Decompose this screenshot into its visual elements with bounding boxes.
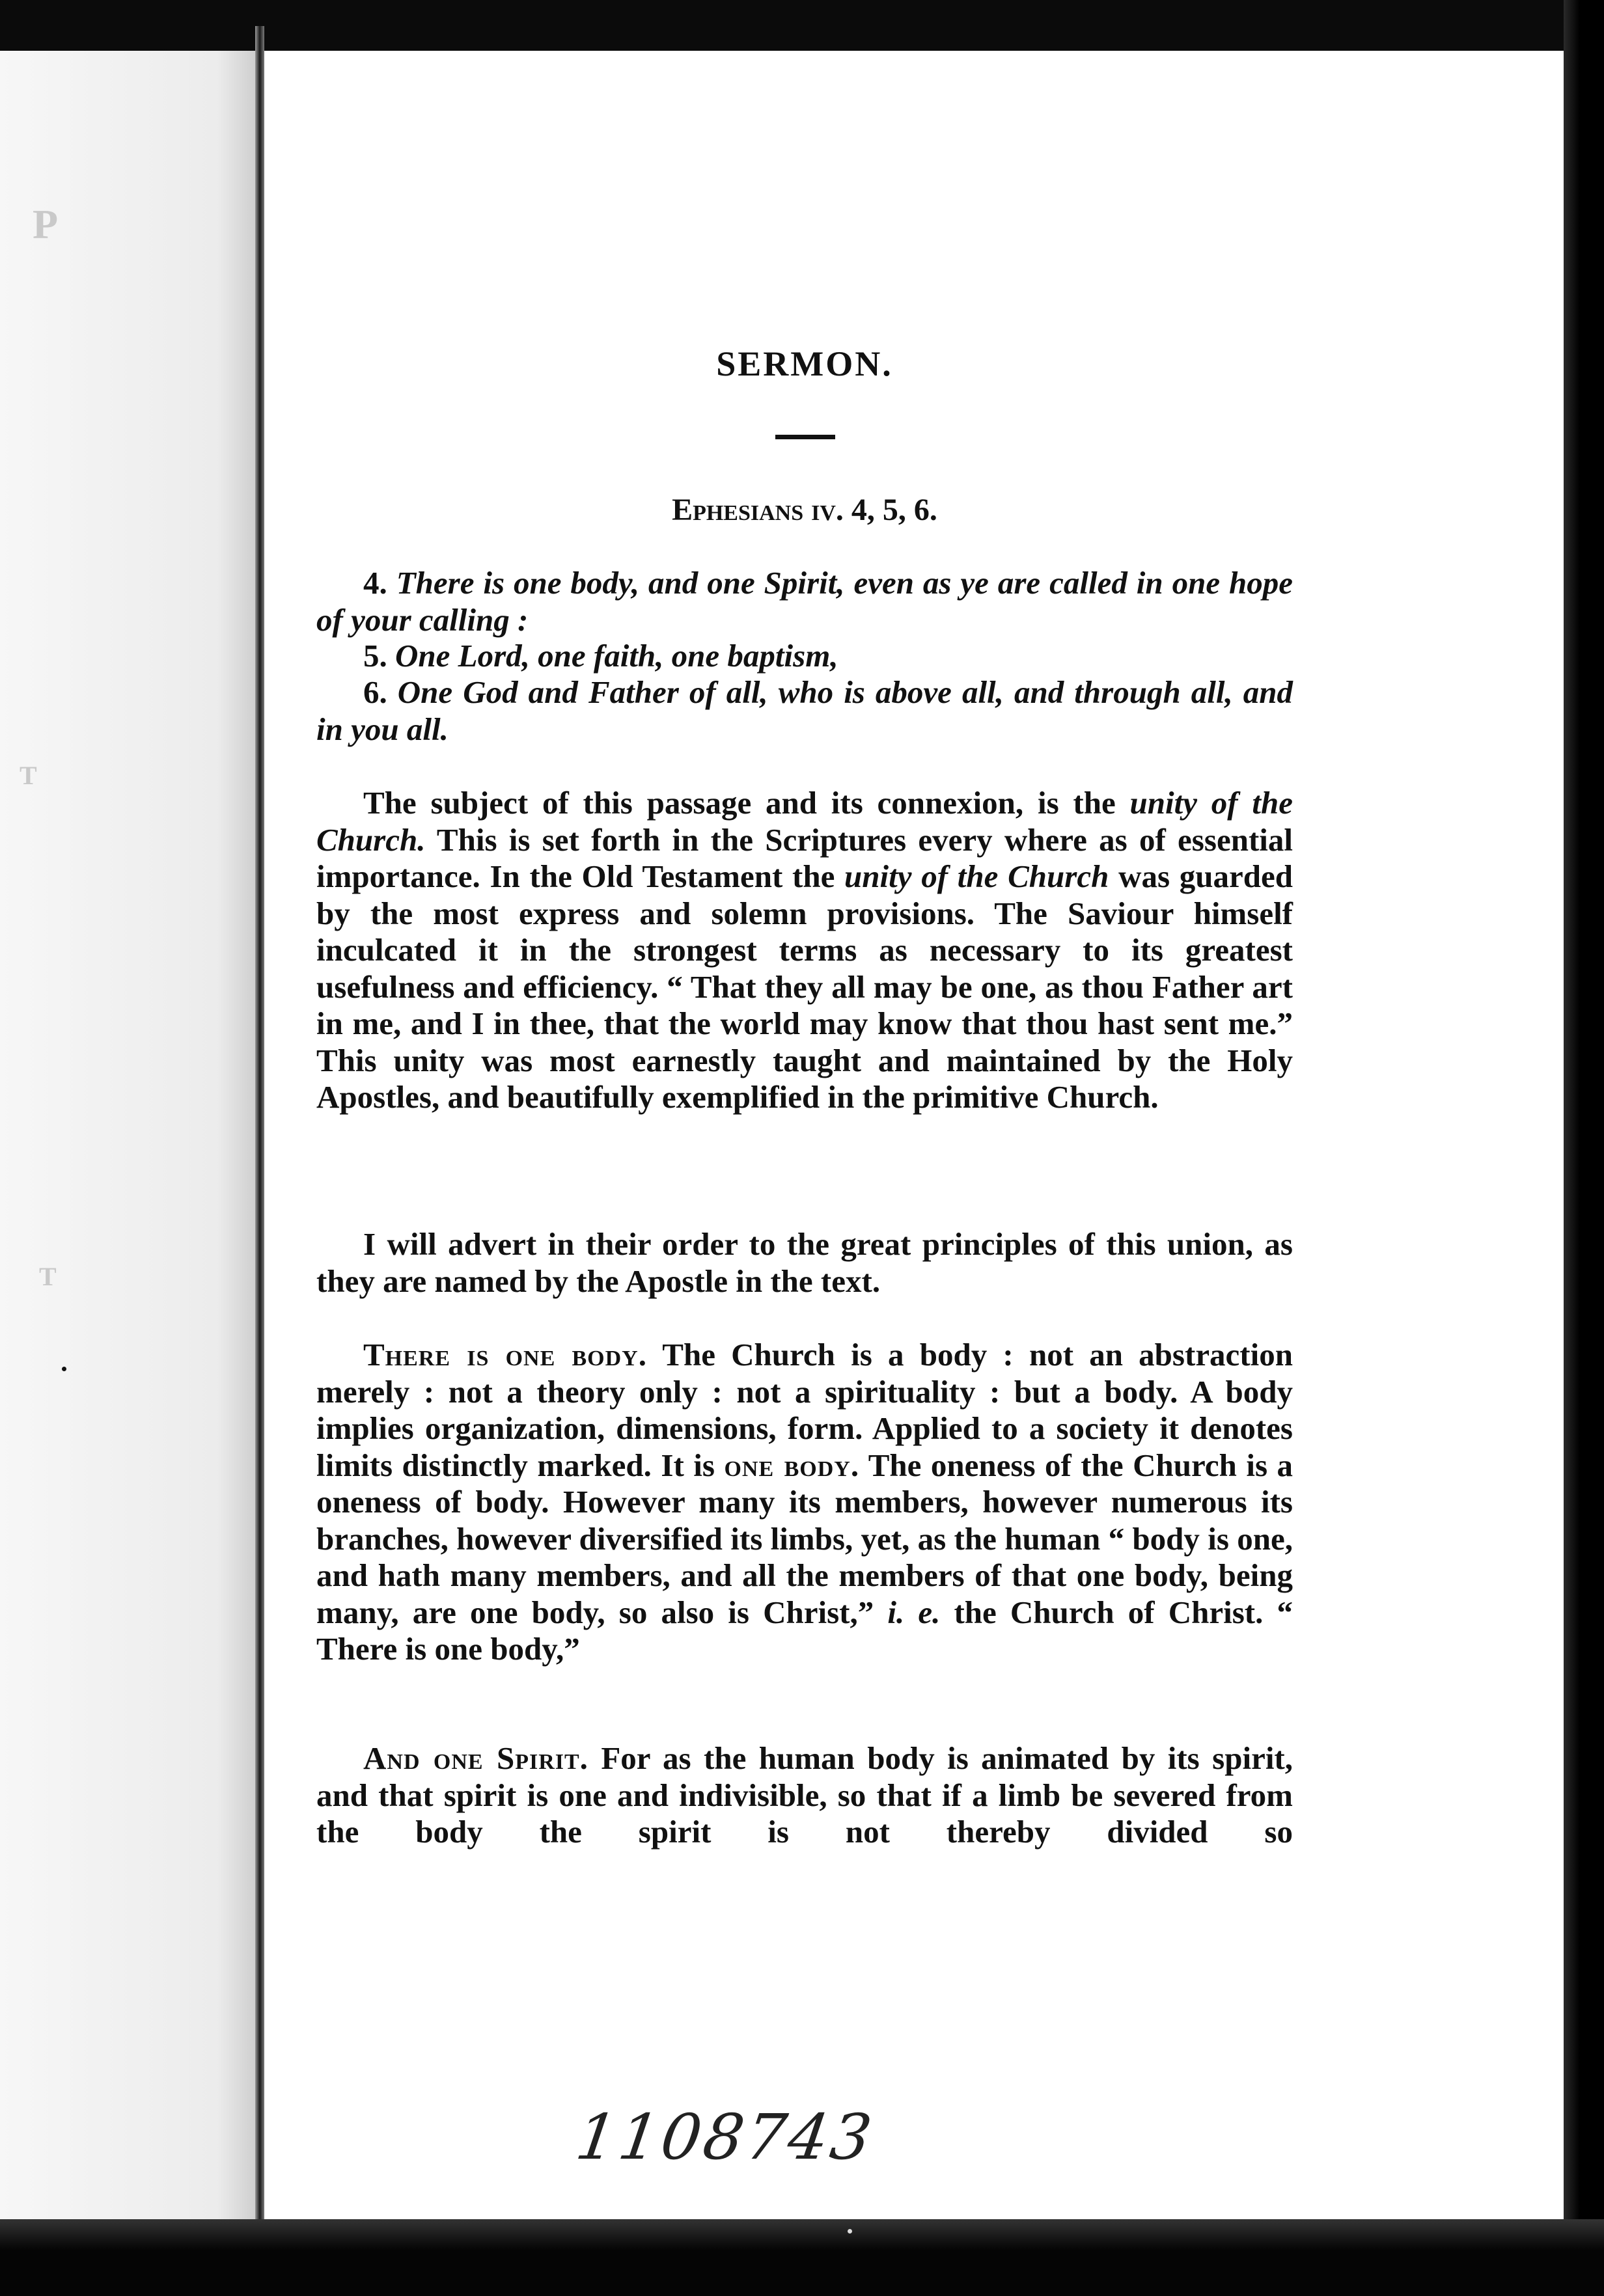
book-spine	[255, 26, 264, 2219]
scan-border-top	[0, 0, 1604, 51]
document-page	[264, 51, 1564, 2219]
bleed-through-mark: T	[39, 1262, 57, 1291]
scripture-reference: Ephesians iv. 4, 5, 6.	[672, 493, 937, 527]
bleed-through-mark: P	[33, 201, 59, 247]
page-title: SERMON.	[716, 344, 893, 383]
paragraph-unity: The subject of this passage and its connexion, is the unity of the Church. This is set forth in the Scriptures every where as of essential importance. In the Old Testament the unity of the Church was guarded by the most express and solemn provisions. The Saviour himself inculcated it in the strongest terms as necessary to its greatest usefulness and efficiency. “ That they all may be one, as thou Father art in me, and I in thee, that the world may know that thou hast sent me.” This unity was most earnestly taught and maintained by the Holy Apostles, and beautifully exemplified in the primitive Church.	[316, 785, 1293, 1115]
scan-speck	[62, 1367, 66, 1371]
scan-border-right	[1564, 0, 1604, 2296]
scan-border-bottom	[0, 2219, 1604, 2296]
bleed-through-mark: T	[20, 761, 37, 790]
paragraph-one-spirit: And one Spirit. For as the human body is animated by its spirit, and that spirit is one and indivisible, so that if a limb be severed from the body the spirit is not thereby divided so	[316, 1740, 1293, 1850]
verse-5: 5. One Lord, one faith, one baptism,	[363, 638, 838, 674]
handwritten-accession-number: 1108743	[572, 2101, 879, 2174]
title-rule	[775, 435, 835, 439]
scan-speck	[848, 2229, 852, 2234]
paragraph-one-body: There is one body. The Church is a body : not an abstraction merely : not a theory only : not a spirituality : but a body. A body implies organization, dimensions, form. Applied to a society it denotes limits distinctly marked. It is one body. The oneness of the Church is a oneness of body. However many its members, however numerous its branches, however diversified its limbs, yet, as the human “ body is one, and hath many members, and all the members of that one body, being many, are one body, so also is Christ,” i. e. the Church of Christ. “ There is one body,”	[316, 1337, 1293, 1667]
facing-page	[0, 51, 255, 2219]
verse-4: 4. There is one body, and one Spirit, even as ye are called in one hope of your calling :	[316, 565, 1293, 638]
paragraph-advert: I will advert in their order to the great principles of this union, as they are named by the Apostle in the text.	[316, 1226, 1293, 1299]
verse-6: 6. One God and Father of all, who is above all, and through all, and in you all.	[316, 674, 1293, 747]
